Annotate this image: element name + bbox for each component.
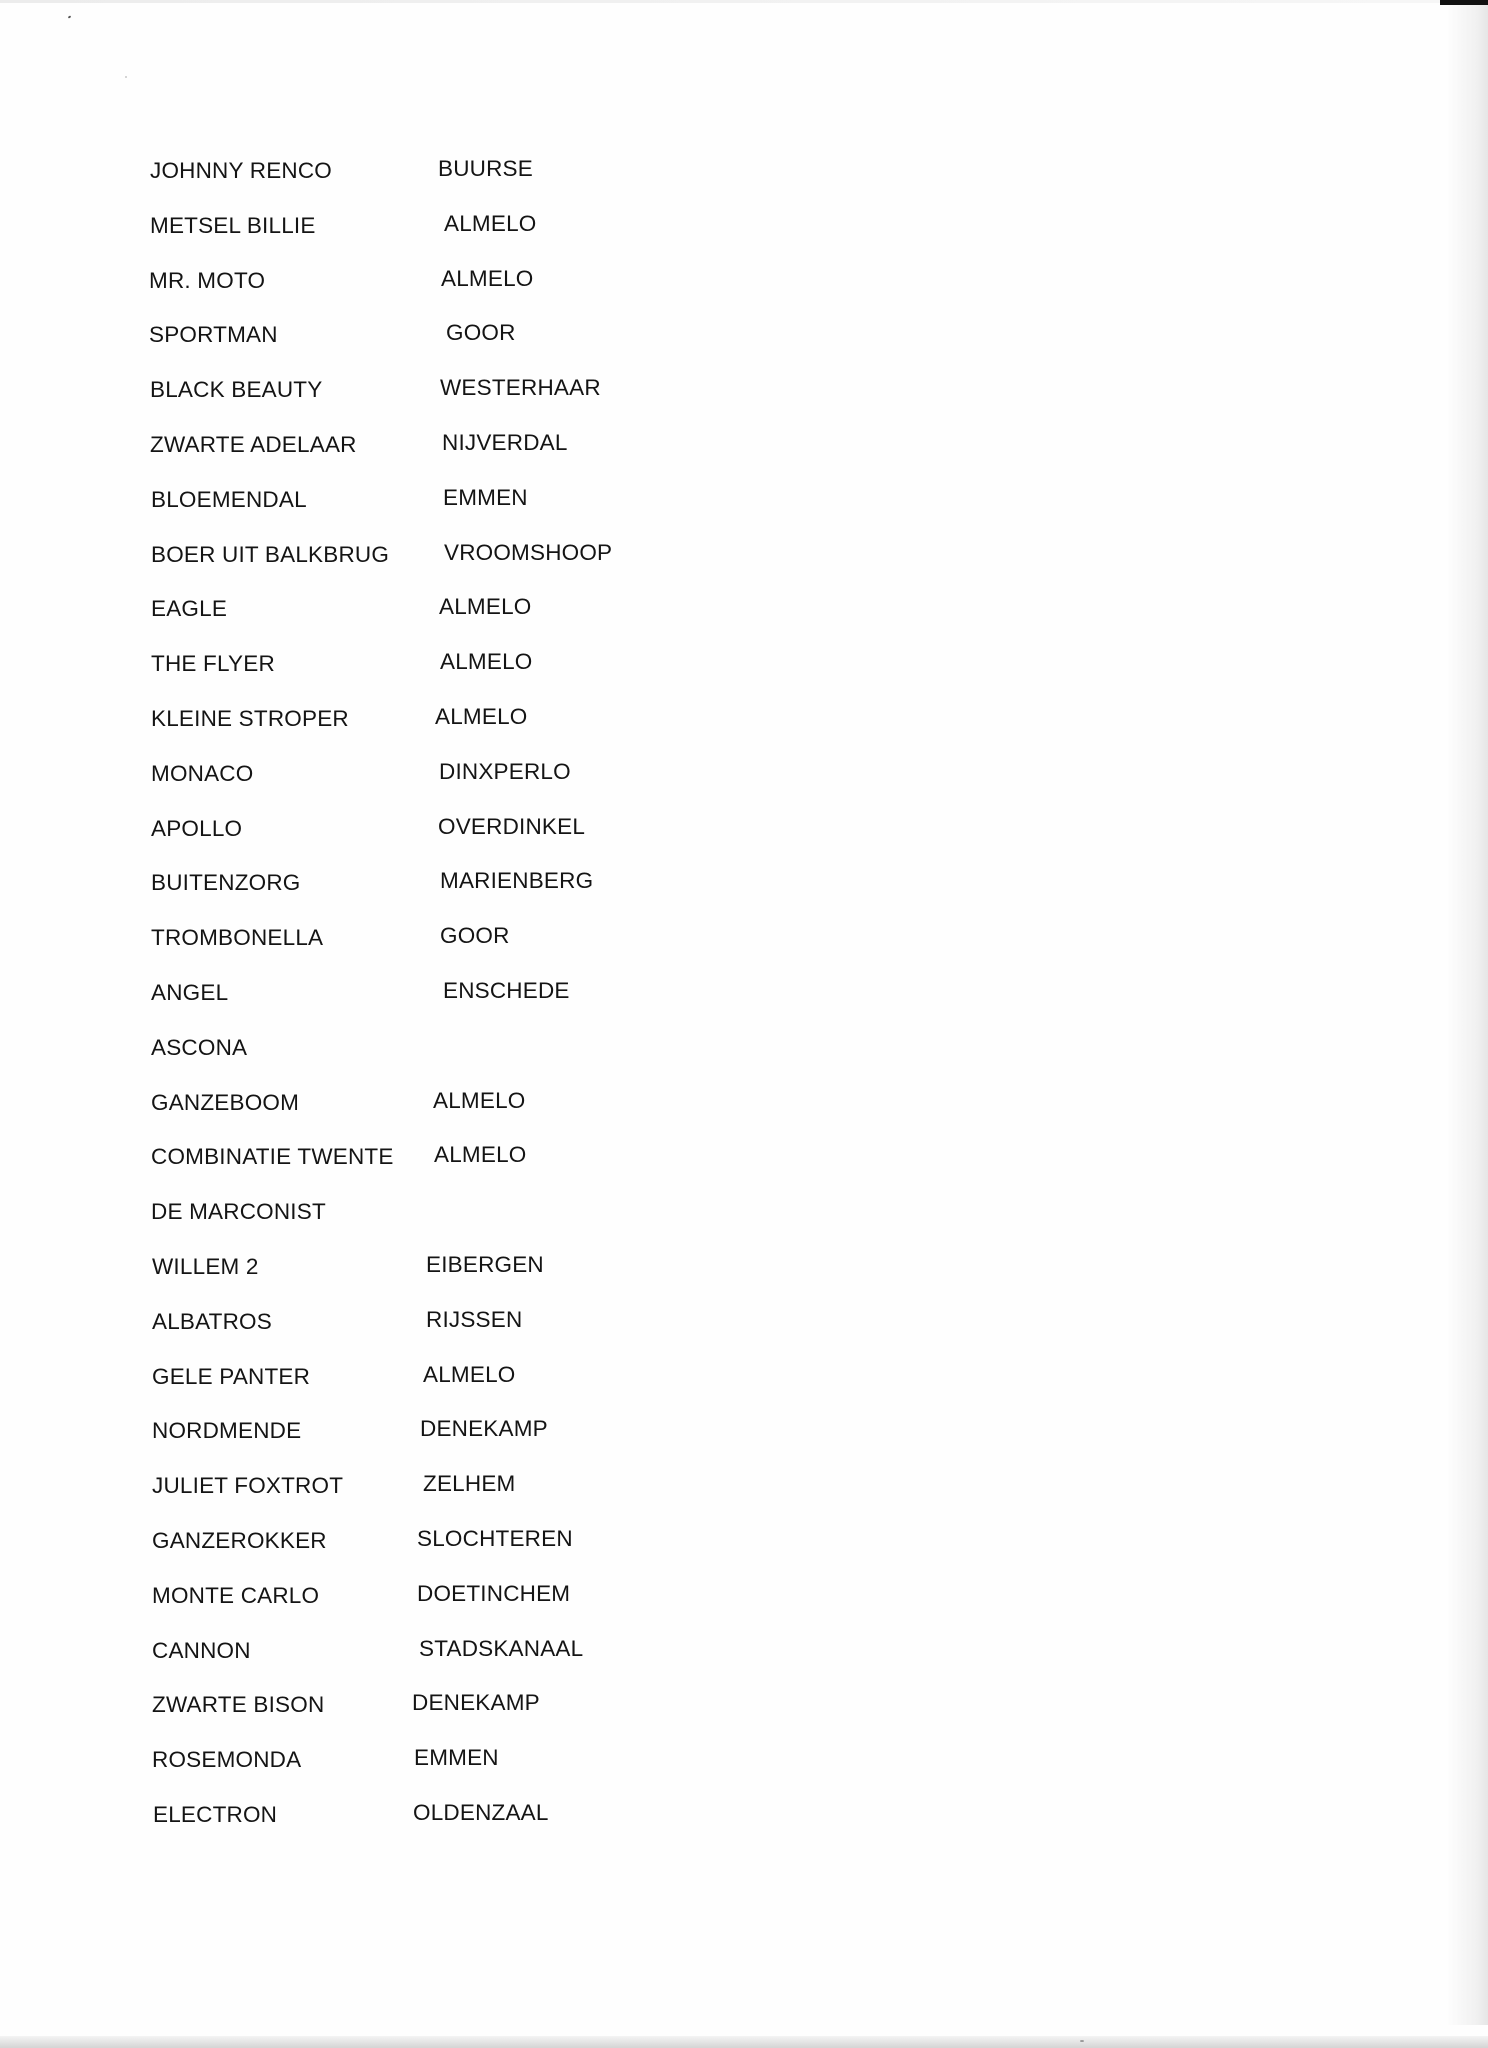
entry-city: ALMELO: [444, 210, 537, 236]
entry-name: EAGLE: [151, 596, 228, 622]
entry-name: THE FLYER: [151, 651, 275, 677]
entry-name: ZWARTE ADELAAR: [150, 431, 357, 457]
list-item: [150, 539, 850, 597]
entry-city: VROOMSHOOP: [444, 539, 613, 565]
list-item: [150, 1087, 850, 1145]
list-item: [150, 1418, 850, 1473]
entry-city: NIJVERDAL: [442, 429, 568, 455]
entry-name: KLEINE STROPER: [151, 705, 349, 731]
entry-city: EMMEN: [414, 1745, 499, 1771]
entry-name: ALBATROS: [152, 1308, 272, 1334]
entry-name: GANZEROKKER: [152, 1527, 327, 1553]
entry-name: APOLLO: [151, 815, 243, 841]
entry-name: ELECTRON: [153, 1801, 278, 1827]
entry-name: ANGEL: [151, 979, 229, 1005]
list-item: [150, 1144, 850, 1199]
list-item: [150, 484, 850, 542]
entry-city: DOETINCHEM: [417, 1580, 571, 1606]
entry-city: DENEKAMP: [420, 1416, 548, 1442]
entry-city: MARIENBERG: [440, 868, 594, 894]
entry-city: BUURSE: [438, 156, 533, 181]
list-item: [150, 377, 850, 432]
entry-city: EIBERGEN: [426, 1251, 544, 1277]
list-item: [150, 429, 850, 487]
entry-name: MONACO: [151, 760, 254, 786]
entry-name: BLOEMENDAL: [151, 486, 307, 512]
entry-name: TROMBONELLA: [151, 925, 324, 951]
scan-right-edge: [1448, 5, 1488, 2025]
list-item: [149, 265, 850, 323]
entry-name: ZWARTE BISON: [152, 1692, 325, 1718]
entry-city: OLDENZAAL: [413, 1799, 549, 1825]
list-item: [150, 322, 850, 377]
entry-city: ALMELO: [439, 594, 532, 620]
entry-city: ZELHEM: [423, 1471, 516, 1497]
entry-city: ALMELO: [433, 1087, 526, 1113]
entry-name: MR. MOTO: [149, 267, 266, 293]
entry-city: DINXPERLO: [439, 758, 571, 784]
list-item: [150, 1580, 850, 1638]
list-item: [150, 977, 850, 1035]
entry-city: DENEKAMP: [412, 1690, 540, 1716]
entry-city: ALMELO: [435, 703, 528, 729]
list-item: [150, 1306, 850, 1364]
scan-bottom-edge: [0, 2036, 1488, 2048]
entry-city: WESTERHAAR: [440, 375, 601, 401]
entry-name: GANZEBOOM: [151, 1089, 300, 1115]
entry-name: JOHNNY RENCO: [150, 158, 333, 183]
list-item: [150, 1361, 850, 1419]
list-item: [150, 703, 850, 761]
entry-name: SPORTMAN: [149, 322, 278, 348]
entry-city: SLOCHTEREN: [417, 1525, 573, 1551]
scan-speck: [125, 76, 127, 78]
entry-name: WILLEM 2: [152, 1253, 259, 1279]
entry-name: ROSEMONDA: [152, 1747, 302, 1773]
list-item: [150, 1635, 850, 1693]
scan-top-edge: [0, 0, 1440, 3]
entry-city: OVERDINKEL: [438, 813, 586, 839]
entry-name: METSEL BILLIE: [150, 212, 316, 238]
list-item: [150, 210, 850, 268]
list-item: [150, 1199, 850, 1254]
list-item: [150, 870, 850, 925]
entry-name: COMBINATIE TWENTE: [151, 1144, 394, 1170]
entry-city: EMMEN: [443, 484, 528, 510]
entry-city: ALMELO: [441, 265, 534, 291]
entry-name: ASCONA: [151, 1034, 248, 1060]
entry-name: JULIET FOXTROT: [152, 1473, 344, 1499]
list-item: [150, 813, 850, 871]
list-item: [150, 651, 850, 706]
entry-name: CANNON: [152, 1637, 251, 1663]
list-item: [150, 1747, 850, 1802]
scan-speck: [68, 15, 72, 18]
entry-city: ALMELO: [434, 1142, 527, 1168]
list-item: [150, 925, 850, 980]
entry-name: NORDMENDE: [152, 1418, 302, 1444]
entry-city: ALMELO: [440, 649, 533, 675]
entry-city: RIJSSEN: [426, 1306, 523, 1332]
entry-name: DE MARCONIST: [151, 1199, 326, 1225]
list-item: [150, 596, 850, 651]
entry-city: GOOR: [440, 923, 510, 949]
scan-speck: [1080, 2040, 1084, 2042]
list-item: [150, 1251, 850, 1309]
list-item: [150, 758, 850, 816]
entry-name: BUITENZORG: [151, 870, 301, 896]
list-item: [150, 158, 850, 213]
list-item: [150, 1799, 850, 1857]
entry-city: ENSCHEDE: [443, 977, 570, 1003]
entry-name: GELE PANTER: [152, 1363, 311, 1389]
list-item: [150, 1473, 850, 1528]
list-item: [150, 1692, 850, 1747]
entry-name: BOER UIT BALKBRUG: [151, 541, 390, 567]
entry-city: GOOR: [446, 320, 516, 346]
entry-city: STADSKANAAL: [419, 1635, 584, 1661]
list-item: [150, 1525, 850, 1583]
entry-name: BLACK BEAUTY: [150, 377, 323, 403]
entry-name: MONTE CARLO: [152, 1582, 320, 1608]
entry-city: ALMELO: [423, 1361, 516, 1387]
list-item: [150, 1035, 850, 1090]
name-city-list: [150, 158, 850, 1857]
